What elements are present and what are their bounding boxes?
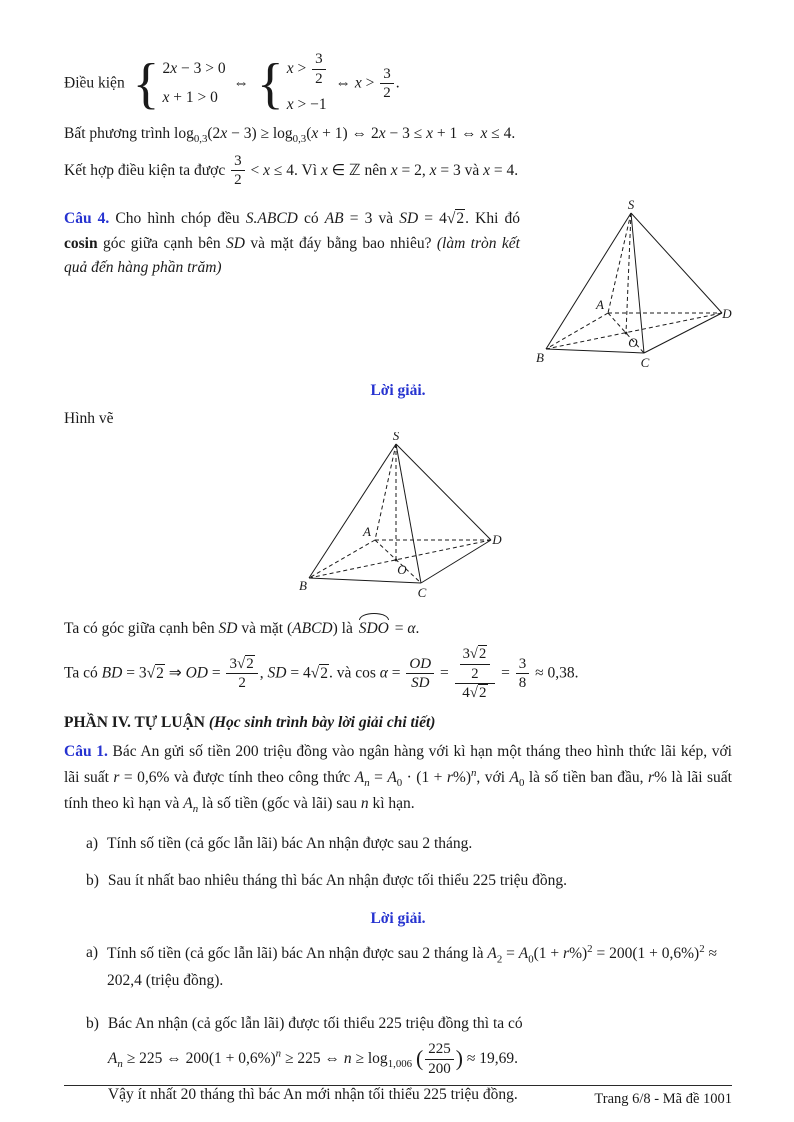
answer-b-intro: Bác An nhận (cả gốc lẫn lãi) được tối thiểu 225 triệu đồng thì ta có bbox=[107, 1014, 523, 1032]
question-1-paragraph bbox=[64, 740, 732, 819]
part-4-heading-note: (Học sinh trình bày lời giải chi tiết) bbox=[208, 713, 436, 731]
question-1-text: Bác An gửi số tiền 200 triệu đồng vào ngân hàng với kì hạn một tháng theo hình thức lãi kép, với lãi suất r = 0,6% và được tính theo công thức $A_n = A_0 \cdot (1 + r\%)^n$, với $A_0$ là số tiền ban đầu, r% là lãi suất tính theo kì hạn và $A_n$ là số tiền (gốc và lãi) sau n kì hạn. bbox=[64, 742, 732, 816]
answer-b-marker: b) bbox=[86, 1014, 99, 1032]
vertex-label-d: D bbox=[722, 306, 732, 322]
vertex-label-c: C bbox=[417, 585, 427, 601]
question-4-section bbox=[64, 199, 732, 701]
page-footer bbox=[64, 1085, 732, 1108]
pyramid-figure-large bbox=[292, 432, 504, 609]
item-b-marker: b) bbox=[86, 872, 99, 890]
combine-condition-line: Kết hợp điều kiện ta được $\frac{3}{2}$ < x ≤ 4. Vì x ∈ ℤ nên x = 2, x = 3 và x = 4. bbox=[64, 152, 519, 189]
center-label-o: O bbox=[628, 335, 638, 351]
figure-note: Hình vẽ bbox=[64, 410, 114, 428]
angle-definition-line: Ta có góc giữa cạnh bên SD và mặt (ABCD) là SDO = α. bbox=[64, 617, 732, 641]
item-a-marker: a) bbox=[86, 834, 99, 852]
vertex-label-a: A bbox=[363, 524, 371, 540]
answer-a-marker: a) bbox=[86, 944, 99, 962]
point-o-dot bbox=[395, 559, 398, 562]
solution-heading-q1: Lời giải. bbox=[370, 910, 426, 928]
log-inequality-line: Bất phương trình $\log_{0,3}(2x - 3) \ge \log_{0,3}(x + 1)$ ⇔ 2x − 3 ≤ x + 1 ⇔ x ≤ 4. bbox=[64, 124, 516, 145]
vertex-label-s: S bbox=[627, 199, 635, 213]
answer-a-text: Tính số tiền (cả gốc lẫn lãi) bác An nhận được sau 2 tháng là $A_2 = A_0(1 + r\%)^2 = 200(1 + 0,6\%)^2 \approx 202,4$ (triệu đồng). bbox=[107, 943, 717, 989]
vertex-label-c: C bbox=[640, 355, 650, 371]
vertex-label-a: A bbox=[596, 297, 604, 313]
pyramid-svg-large bbox=[292, 432, 504, 604]
question-1-item-b bbox=[86, 869, 732, 894]
previous-solution-section bbox=[64, 51, 732, 189]
part-4-heading-row bbox=[64, 714, 732, 732]
question-1-label: Câu 1. bbox=[64, 742, 108, 760]
question-1-item-a bbox=[86, 832, 732, 857]
condition-line: Điều kiện { 2x − 3 > 0 x + 1 > 0 ⇔ { x > $\frac{3}{2}$ x > −1 ⇔ x > $\frac{3}{2}$ . bbox=[64, 51, 400, 115]
footer-rule bbox=[64, 1085, 732, 1086]
item-b-text: Sau ít nhất bao nhiêu tháng thì bác An nhận được tối thiểu 225 triệu đồng. bbox=[107, 872, 568, 890]
question-4-text: Cho hình chóp đều S.ABCD có AB = 3 và SD = 4√2. Khi đó cosin góc giữa cạnh bên SD và mặt đáy bằng bao nhiêu? (làm tròn kết quả đến hàng phần trăm) bbox=[64, 210, 520, 277]
point-o-dot bbox=[625, 332, 628, 335]
question-4-label: Câu 4. bbox=[64, 210, 110, 228]
part-4-section bbox=[64, 714, 732, 732]
page-number: Trang 6/8 - Mã đề 1001 bbox=[594, 1091, 732, 1107]
vertex-label-s: S bbox=[392, 432, 400, 444]
vertex-label-b: B bbox=[536, 350, 544, 366]
answer-b-math: $A_n \ge 225$ ⇔ $200(1 + 0,6\%)^n \ge 225$ ⇔ $n \ge \log_{1,006}$ ( $\frac{225}{200}$ ) ≈ 19,69. bbox=[107, 1041, 518, 1078]
item-a-text: Tính số tiền (cả gốc lẫn lãi) bác An nhận được sau 2 tháng. bbox=[107, 834, 473, 852]
question-1-section bbox=[64, 740, 732, 1108]
vertex-label-b: B bbox=[299, 578, 307, 594]
vertex-label-d: D bbox=[492, 532, 502, 548]
pyramid-figure-small bbox=[532, 199, 732, 378]
answer-a bbox=[86, 941, 732, 993]
cosine-calculation-line: Ta có BD = 3√2 ⇒ OD = $\frac{3√2}{2}$ , SD = 4√2. và cos α = $\frac{OD}{SD}$ = $\frac{\frac{3√2}{2}}{4√2}$ = $\frac{3}{8}$ ≈ 0,38. bbox=[64, 646, 579, 701]
part-4-heading: PHẦN IV. TỰ LUẬN bbox=[64, 713, 205, 731]
center-label-o: O bbox=[397, 562, 407, 578]
answer-b-conclusion: Vậy ít nhất 20 tháng thì bác An mới nhận tối thiểu 225 triệu đồng. bbox=[107, 1085, 518, 1103]
pyramid-svg-small bbox=[532, 199, 732, 373]
solution-heading-q4: Lời giải. bbox=[370, 382, 426, 400]
